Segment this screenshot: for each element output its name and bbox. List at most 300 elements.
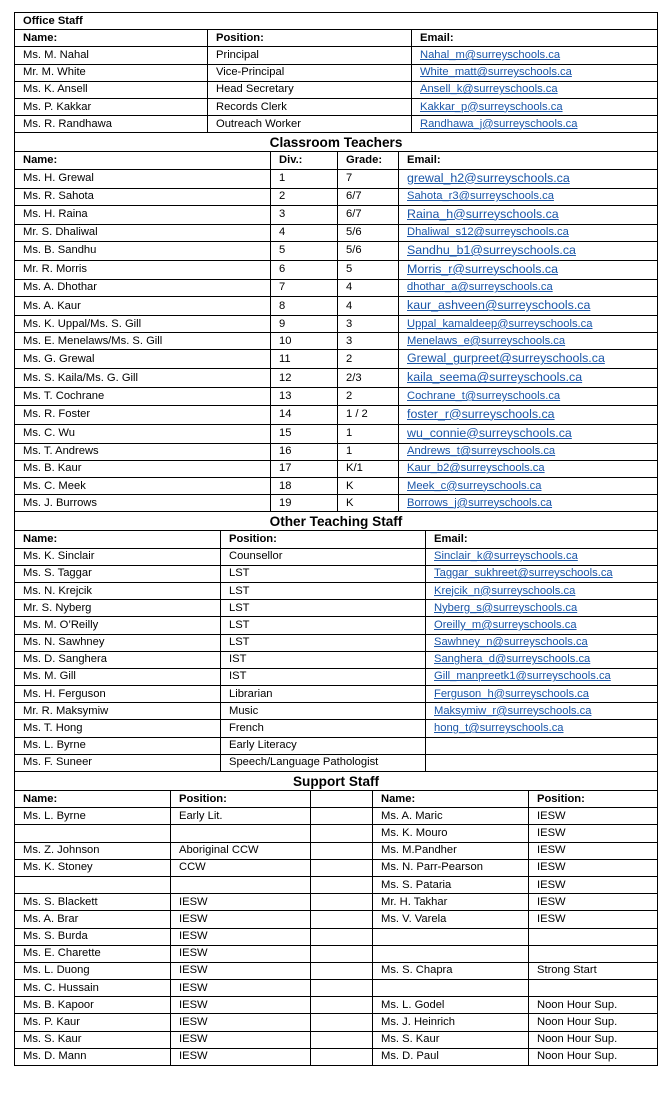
table-cell: LST <box>221 634 426 651</box>
table-row <box>15 224 658 241</box>
table-cell <box>311 825 373 842</box>
table-cell: IST <box>221 651 426 668</box>
table-cell: Mr. R. Morris <box>15 260 271 279</box>
email-cell <box>399 224 658 241</box>
table-cell: Outreach Worker <box>208 116 412 133</box>
table-cell: 15 <box>271 424 338 443</box>
email-cell <box>399 350 658 369</box>
table-cell: 4 <box>338 279 399 296</box>
table-cell <box>311 1048 373 1065</box>
table-row <box>15 582 658 599</box>
email-cell <box>412 81 658 98</box>
table-row <box>15 962 658 979</box>
table-cell: Ms. P. Kakkar <box>15 98 208 115</box>
column-header: Position: <box>221 531 426 548</box>
header-row <box>15 152 658 169</box>
table-cell: IESW <box>171 928 311 945</box>
table-cell: Ms. L. Byrne <box>15 808 171 825</box>
email-link[interactable]: Borrows_j@surreyschools.ca <box>407 496 553 509</box>
table-cell: IESW <box>529 876 658 893</box>
header-row <box>15 791 658 808</box>
table-row <box>15 565 658 582</box>
table-cell <box>311 1031 373 1048</box>
table-cell: 5/6 <box>338 241 399 260</box>
classroom-teachers-table <box>14 132 658 512</box>
table-cell: French <box>221 720 426 737</box>
table-row <box>15 478 658 495</box>
table-cell: Ms. S. Blackett <box>15 894 171 911</box>
email-cell <box>412 98 658 115</box>
table-row <box>15 1048 658 1065</box>
table-cell <box>171 876 311 893</box>
column-header: Name: <box>15 152 271 169</box>
table-cell <box>311 928 373 945</box>
table-cell: 6/7 <box>338 188 399 205</box>
table-cell: IESW <box>171 894 311 911</box>
table-cell: IESW <box>171 980 311 997</box>
table-cell: Ms. E. Charette <box>15 945 171 962</box>
table-cell: Music <box>221 703 426 720</box>
table-cell: 5/6 <box>338 224 399 241</box>
email-cell <box>426 668 658 685</box>
table-cell: Ms. J. Burrows <box>15 495 271 512</box>
section-title: Office Staff <box>15 13 658 30</box>
table-row <box>15 369 658 388</box>
table-row <box>15 894 658 911</box>
table-row <box>15 188 658 205</box>
table-cell: Ms. T. Andrews <box>15 443 271 460</box>
table-cell: 8 <box>271 297 338 316</box>
table-cell: Ms. R. Foster <box>15 405 271 424</box>
table-cell: 7 <box>271 279 338 296</box>
email-link[interactable]: Ferguson_h@surreyschools.ca <box>434 687 590 700</box>
table-cell: 11 <box>271 350 338 369</box>
email-cell <box>412 116 658 133</box>
table-cell: Ms. C. Wu <box>15 424 271 443</box>
table-cell: IESW <box>171 1048 311 1065</box>
table-cell: Ms. S. Kaur <box>373 1031 529 1048</box>
staff-directory <box>14 12 657 1066</box>
table-cell <box>311 980 373 997</box>
table-cell <box>311 997 373 1014</box>
email-link[interactable]: Andrews_t@surreyschools.ca <box>407 445 556 458</box>
email-link[interactable]: Morris_r@surreyschools.ca <box>407 261 558 276</box>
email-link[interactable]: Meek_c@surreyschools.ca <box>407 479 542 492</box>
table-cell: Mr. S. Dhaliwal <box>15 224 271 241</box>
table-cell: Principal <box>208 47 412 64</box>
table-cell: 4 <box>271 224 338 241</box>
table-row <box>15 548 658 565</box>
table-cell: 6 <box>271 260 338 279</box>
table-row <box>15 825 658 842</box>
email-cell <box>399 495 658 512</box>
email-link[interactable]: Sawhney_n@surreyschools.ca <box>434 636 588 649</box>
table-cell: K <box>338 478 399 495</box>
email-cell <box>399 460 658 477</box>
column-header: Email: <box>412 30 658 47</box>
table-cell: Noon Hour Sup. <box>529 997 658 1014</box>
table-cell: Mr. H. Takhar <box>373 894 529 911</box>
email-cell <box>399 424 658 443</box>
table-cell: Ms. E. Menelaws/Ms. S. Gill <box>15 333 271 350</box>
table-cell: Ms. K. Uppal/Ms. S. Gill <box>15 316 271 333</box>
table-cell: CCW <box>171 859 311 876</box>
table-row <box>15 928 658 945</box>
email-link[interactable]: Taggar_sukhreet@surreyschools.ca <box>434 567 613 580</box>
table-cell: Ms. D. Mann <box>15 1048 171 1065</box>
table-cell: Aboriginal CCW <box>171 842 311 859</box>
email-link[interactable]: Ansell_k@surreyschools.ca <box>420 83 558 96</box>
table-row <box>15 424 658 443</box>
table-cell: Ms. C. Meek <box>15 478 271 495</box>
table-cell: IST <box>221 668 426 685</box>
table-row <box>15 98 658 115</box>
email-cell <box>399 297 658 316</box>
table-cell: LST <box>221 600 426 617</box>
email-link[interactable]: Sinclair_k@surreyschools.ca <box>434 550 578 563</box>
email-cell <box>426 703 658 720</box>
table-cell: 5 <box>338 260 399 279</box>
table-row <box>15 169 658 188</box>
table-cell: 2 <box>338 388 399 405</box>
table-cell: 16 <box>271 443 338 460</box>
table-cell: LST <box>221 582 426 599</box>
table-cell: IESW <box>529 894 658 911</box>
table-cell <box>15 825 171 842</box>
table-cell: Strong Start <box>529 962 658 979</box>
table-cell <box>311 962 373 979</box>
table-cell <box>311 945 373 962</box>
table-cell: Mr. R. Maksymiw <box>15 703 221 720</box>
table-cell: Ms. A. Kaur <box>15 297 271 316</box>
column-header: Position: <box>171 791 311 808</box>
email-cell <box>399 369 658 388</box>
table-cell: IESW <box>171 945 311 962</box>
table-cell: 13 <box>271 388 338 405</box>
table-cell: 1 <box>338 424 399 443</box>
table-row <box>15 1014 658 1031</box>
column-header: Email: <box>426 531 658 548</box>
email-link[interactable]: hong_t@surreyschools.ca <box>434 722 564 735</box>
section-title-row <box>15 512 658 531</box>
email-cell <box>399 241 658 260</box>
email-link[interactable]: Gill_manpreetk1@surreyschools.ca <box>434 670 611 683</box>
table-row <box>15 297 658 316</box>
table-row <box>15 634 658 651</box>
email-cell <box>399 260 658 279</box>
table-cell: 4 <box>338 297 399 316</box>
table-cell: 18 <box>271 478 338 495</box>
email-link[interactable]: Nahal_m@surreyschools.ca <box>420 48 561 61</box>
table-cell: Ms. K. Ansell <box>15 81 208 98</box>
table-cell: Ms. S. Pataria <box>373 876 529 893</box>
table-cell: IESW <box>529 842 658 859</box>
email-link[interactable]: Raina_h@surreyschools.ca <box>407 206 559 221</box>
table-row <box>15 388 658 405</box>
table-row <box>15 686 658 703</box>
table-cell: IESW <box>171 1014 311 1031</box>
table-row <box>15 279 658 296</box>
table-cell: IESW <box>529 825 658 842</box>
table-cell: Ms. N. Sawhney <box>15 634 221 651</box>
table-cell: Ms. L. Godel <box>373 997 529 1014</box>
table-row <box>15 443 658 460</box>
table-cell: Ms. A. Brar <box>15 911 171 928</box>
table-cell: Ms. T. Cochrane <box>15 388 271 405</box>
email-link[interactable]: Sanghera_d@surreyschools.ca <box>434 653 591 666</box>
email-link[interactable]: Uppal_kamaldeep@surreyschools.ca <box>407 317 593 330</box>
table-cell <box>373 945 529 962</box>
table-cell: 5 <box>271 241 338 260</box>
email-cell <box>399 405 658 424</box>
table-cell: Ms. K. Sinclair <box>15 548 221 565</box>
table-cell <box>373 928 529 945</box>
table-cell: Ms. G. Grewal <box>15 350 271 369</box>
table-row <box>15 945 658 962</box>
section-title: Classroom Teachers <box>15 133 658 152</box>
table-cell: IESW <box>529 859 658 876</box>
table-cell: Ms. K. Mouro <box>373 825 529 842</box>
table-cell: K/1 <box>338 460 399 477</box>
table-row <box>15 316 658 333</box>
table-cell: Ms. S. Kaila/Ms. G. Gill <box>15 369 271 388</box>
email-cell <box>399 478 658 495</box>
email-cell <box>426 651 658 668</box>
column-header: Div.: <box>271 152 338 169</box>
table-cell: Ms. S. Chapra <box>373 962 529 979</box>
email-cell <box>399 279 658 296</box>
table-cell: Mr. M. White <box>15 64 208 81</box>
column-header: Name: <box>15 791 171 808</box>
email-link[interactable]: kaila_seema@surreyschools.ca <box>407 370 583 385</box>
section-title-row <box>15 133 658 152</box>
email-cell <box>412 47 658 64</box>
table-cell <box>171 825 311 842</box>
table-cell: LST <box>221 617 426 634</box>
table-cell: Ms. L. Byrne <box>15 737 221 754</box>
email-cell <box>399 316 658 333</box>
table-row <box>15 495 658 512</box>
column-header: Name: <box>373 791 529 808</box>
table-cell <box>529 945 658 962</box>
email-cell <box>426 548 658 565</box>
other-teaching-staff-table <box>14 511 658 772</box>
section-title: Support Staff <box>15 772 658 791</box>
column-header <box>311 791 373 808</box>
table-cell <box>529 928 658 945</box>
table-row <box>15 81 658 98</box>
email-link[interactable]: kaur_ashveen@surreyschools.ca <box>407 298 591 313</box>
table-row <box>15 808 658 825</box>
email-cell <box>399 388 658 405</box>
table-cell: Ms. M. O’Reilly <box>15 617 221 634</box>
table-cell <box>311 1014 373 1031</box>
table-cell: Ms. F. Suneer <box>15 754 221 771</box>
email-link[interactable]: foster_r@surreyschools.ca <box>407 406 555 421</box>
table-cell: Ms. H. Raina <box>15 205 271 224</box>
email-link[interactable]: Cochrane_t@surreyschools.ca <box>407 390 561 403</box>
table-cell: 9 <box>271 316 338 333</box>
header-row <box>15 30 658 47</box>
table-row <box>15 600 658 617</box>
email-link[interactable]: grewal_h2@surreyschools.ca <box>407 170 570 185</box>
table-cell: 10 <box>271 333 338 350</box>
table-cell <box>311 859 373 876</box>
email-link[interactable]: Nyberg_s@surreyschools.ca <box>434 601 578 614</box>
table-cell: 6/7 <box>338 205 399 224</box>
table-cell: Ms. P. Kaur <box>15 1014 171 1031</box>
section-title-row <box>15 13 658 30</box>
table-row <box>15 720 658 737</box>
table-cell: 7 <box>338 169 399 188</box>
email-link[interactable]: Menelaws_e@surreyschools.ca <box>407 334 566 347</box>
section-title: Other Teaching Staff <box>15 512 658 531</box>
table-row <box>15 460 658 477</box>
table-cell <box>373 980 529 997</box>
email-cell <box>426 720 658 737</box>
column-header: Position: <box>208 30 412 47</box>
table-row <box>15 47 658 64</box>
table-cell: IESW <box>529 911 658 928</box>
table-cell: Speech/Language Pathologist <box>221 754 426 771</box>
table-cell: Ms. R. Sahota <box>15 188 271 205</box>
table-cell <box>426 737 658 754</box>
table-cell: Ms. V. Varela <box>373 911 529 928</box>
table-cell: Ms. A. Maric <box>373 808 529 825</box>
email-cell <box>426 634 658 651</box>
table-cell: Noon Hour Sup. <box>529 1014 658 1031</box>
table-cell: Ms. C. Hussain <box>15 980 171 997</box>
email-link[interactable]: Maksymiw_r@surreyschools.ca <box>434 704 592 717</box>
table-cell <box>311 842 373 859</box>
table-cell: LST <box>221 565 426 582</box>
email-link[interactable]: dhothar_a@surreyschools.ca <box>407 281 553 294</box>
table-cell: 17 <box>271 460 338 477</box>
email-cell <box>399 188 658 205</box>
table-cell: 1 <box>338 443 399 460</box>
email-cell <box>426 686 658 703</box>
table-row <box>15 980 658 997</box>
table-row <box>15 997 658 1014</box>
table-row <box>15 842 658 859</box>
table-cell: Ms. S. Kaur <box>15 1031 171 1048</box>
table-cell: K <box>338 495 399 512</box>
table-cell: Ms. Z. Johnson <box>15 842 171 859</box>
email-link[interactable]: White_matt@surreyschools.ca <box>420 66 572 79</box>
email-link[interactable]: Dhaliwal_s12@surreyschools.ca <box>407 226 569 239</box>
table-cell: Noon Hour Sup. <box>529 1048 658 1065</box>
table-cell: 3 <box>338 316 399 333</box>
column-header: Position: <box>529 791 658 808</box>
table-cell: Ms. S. Taggar <box>15 565 221 582</box>
table-cell: 3 <box>338 333 399 350</box>
table-cell: IESW <box>171 1031 311 1048</box>
table-row <box>15 350 658 369</box>
table-cell: Records Clerk <box>208 98 412 115</box>
table-cell <box>311 876 373 893</box>
column-header: Email: <box>399 152 658 169</box>
office-staff-table <box>14 12 658 133</box>
table-cell: 19 <box>271 495 338 512</box>
email-link[interactable]: Grewal_gurpreet@surreyschools.ca <box>407 351 605 366</box>
table-row <box>15 1031 658 1048</box>
table-cell: Ms. B. Kaur <box>15 460 271 477</box>
table-row <box>15 668 658 685</box>
email-link[interactable]: Oreilly_m@surreyschools.ca <box>434 618 577 631</box>
email-cell <box>399 169 658 188</box>
email-link[interactable]: Randhawa_j@surreyschools.ca <box>420 117 578 130</box>
email-cell <box>426 617 658 634</box>
table-cell: Vice-Principal <box>208 64 412 81</box>
table-cell <box>311 894 373 911</box>
table-cell: Librarian <box>221 686 426 703</box>
table-cell: Noon Hour Sup. <box>529 1031 658 1048</box>
email-cell <box>426 565 658 582</box>
table-row <box>15 651 658 668</box>
table-cell: Ms. D. Sanghera <box>15 651 221 668</box>
table-row <box>15 737 658 754</box>
table-row <box>15 617 658 634</box>
table-cell: Ms. D. Paul <box>373 1048 529 1065</box>
table-cell: Early Lit. <box>171 808 311 825</box>
email-link[interactable]: Krejcik_n@surreyschools.ca <box>434 584 576 597</box>
table-cell: Head Secretary <box>208 81 412 98</box>
column-header: Grade: <box>338 152 399 169</box>
email-cell <box>412 64 658 81</box>
table-cell: Counsellor <box>221 548 426 565</box>
table-cell: IESW <box>171 911 311 928</box>
table-cell <box>311 911 373 928</box>
table-cell: IESW <box>171 962 311 979</box>
table-cell: 1 <box>271 169 338 188</box>
email-link[interactable]: Kakkar_p@surreyschools.ca <box>420 100 563 113</box>
table-cell: 1 / 2 <box>338 405 399 424</box>
table-cell: Mr. S. Nyberg <box>15 600 221 617</box>
table-cell: Ms. N. Krejcik <box>15 582 221 599</box>
table-cell: 2 <box>338 350 399 369</box>
table-row <box>15 205 658 224</box>
support-staff-table <box>14 771 658 1066</box>
email-link[interactable]: Sandhu_b1@surreyschools.ca <box>407 242 576 257</box>
table-cell: 2 <box>271 188 338 205</box>
table-cell: 14 <box>271 405 338 424</box>
table-cell: Ms. N. Parr-Pearson <box>373 859 529 876</box>
email-link[interactable]: Sahota_r3@surreyschools.ca <box>407 190 554 203</box>
table-cell: Ms. L. Duong <box>15 962 171 979</box>
table-cell <box>15 876 171 893</box>
table-cell: Ms. H. Ferguson <box>15 686 221 703</box>
email-link[interactable]: Kaur_b2@surreyschools.ca <box>407 462 545 475</box>
table-cell: Ms. M.Pandher <box>373 842 529 859</box>
table-cell <box>426 754 658 771</box>
email-link[interactable]: wu_connie@surreyschools.ca <box>407 425 572 440</box>
table-cell <box>311 808 373 825</box>
table-cell: Early Literacy <box>221 737 426 754</box>
table-cell: Ms. K. Stoney <box>15 859 171 876</box>
table-row <box>15 754 658 771</box>
header-row <box>15 531 658 548</box>
section-title-row <box>15 772 658 791</box>
table-cell: Ms. A. Dhothar <box>15 279 271 296</box>
table-cell: Ms. M. Nahal <box>15 47 208 64</box>
column-header: Name: <box>15 30 208 47</box>
email-cell <box>426 600 658 617</box>
email-cell <box>399 205 658 224</box>
table-row <box>15 703 658 720</box>
table-row <box>15 859 658 876</box>
table-row <box>15 260 658 279</box>
email-cell <box>399 443 658 460</box>
